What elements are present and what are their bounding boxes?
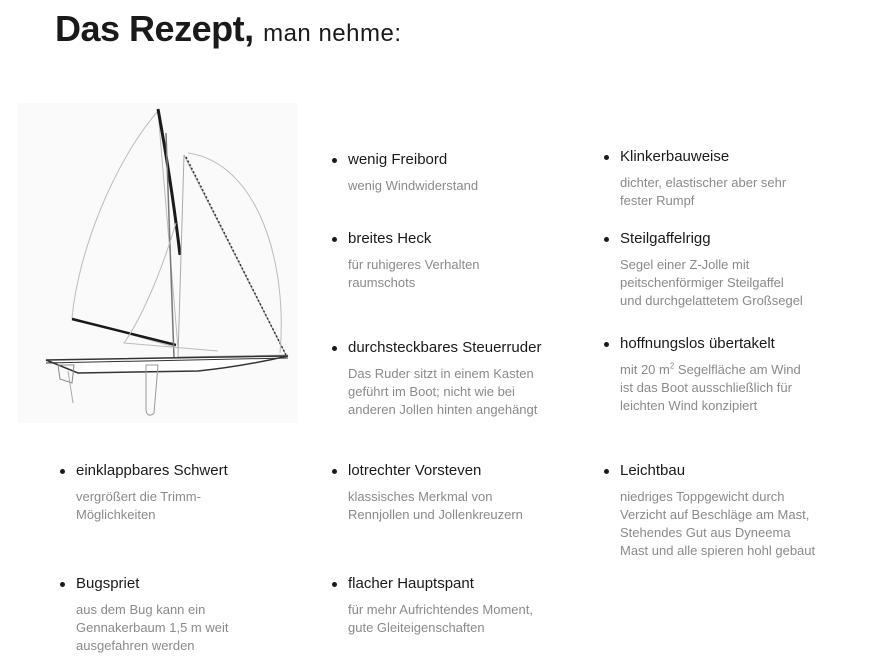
feature-description: wenig Windwiderstand	[348, 178, 479, 193]
feature-description: aus dem Bug kann ein Gennakerbaum 1,5 m weit ausgefahren werden	[76, 602, 229, 653]
feature-breites-heck	[332, 230, 572, 292]
page-title	[55, 8, 402, 50]
feature-description: Segel einer Z-Jolle mit peitschenförmiger Steilgaffel und durchgelattetem Großsegel	[620, 257, 803, 308]
feature-description	[604, 361, 844, 415]
feature-title: Bugspriet	[60, 575, 300, 593]
feature-title: Klinkerbauweise	[604, 148, 844, 166]
feature-lotrechter-vorsteven	[332, 462, 572, 524]
feature-title: wenig Freibord	[332, 151, 572, 169]
feature-einklappbares-schwert	[60, 462, 300, 524]
feature-title: durchsteckbares Steuerruder	[332, 339, 572, 357]
feature-description: niedriges Toppgewicht durch Verzicht auf Beschläge am Mast, Stehendes Gut aus Dyneema Mast und alle spieren hohl gebaut	[620, 489, 816, 558]
superscript-two: 2	[669, 361, 675, 371]
feature-description: für mehr Aufrichtendes Moment, gute Gleiteigenschaften	[348, 602, 533, 635]
feature-leichtbau	[604, 462, 844, 560]
feature-description: vergrößert die Trimm- Möglichkeiten	[76, 489, 201, 522]
feature-durchsteckbares-steuerruder	[332, 339, 572, 419]
feature-steilgaffelrigg	[604, 230, 844, 310]
feature-title: lotrechter Vorsteven	[332, 462, 572, 480]
feature-description-prefix: mit 20 m	[620, 362, 670, 377]
feature-description-rest: Segelfläche am Wind ist das Boot ausschließlich für leichten Wind konzipiert	[620, 362, 801, 413]
feature-hoffnungslos-uebertakelt	[604, 335, 844, 415]
feature-description: für ruhigeres Verhalten raumschots	[348, 257, 480, 290]
feature-flacher-hauptspant	[332, 575, 572, 637]
feature-description: dichter, elastischer aber sehr fester Rumpf	[620, 175, 787, 208]
feature-title: Leichtbau	[604, 462, 844, 480]
feature-wenig-freibord	[332, 151, 572, 195]
feature-title: einklappbares Schwert	[60, 462, 300, 480]
feature-description: klassisches Merkmal von Rennjollen und Jollenkreuzern	[348, 489, 523, 522]
page-title-main: Das Rezept,	[55, 8, 254, 49]
feature-klinkerbauweise	[604, 148, 844, 210]
page-title-subtitle: man nehme:	[263, 20, 402, 47]
feature-title: flacher Hauptspant	[332, 575, 572, 593]
feature-description: Das Ruder sitzt in einem Kasten geführt im Boot; nicht wie bei anderen Jollen hinten angehängt	[348, 366, 538, 417]
feature-bugspriet	[60, 575, 300, 655]
feature-title: Steilgaffelrigg	[604, 230, 844, 248]
feature-title: hoffnungslos übertakelt	[604, 335, 844, 353]
sailboat-sketch	[18, 103, 298, 423]
feature-title: breites Heck	[332, 230, 572, 248]
